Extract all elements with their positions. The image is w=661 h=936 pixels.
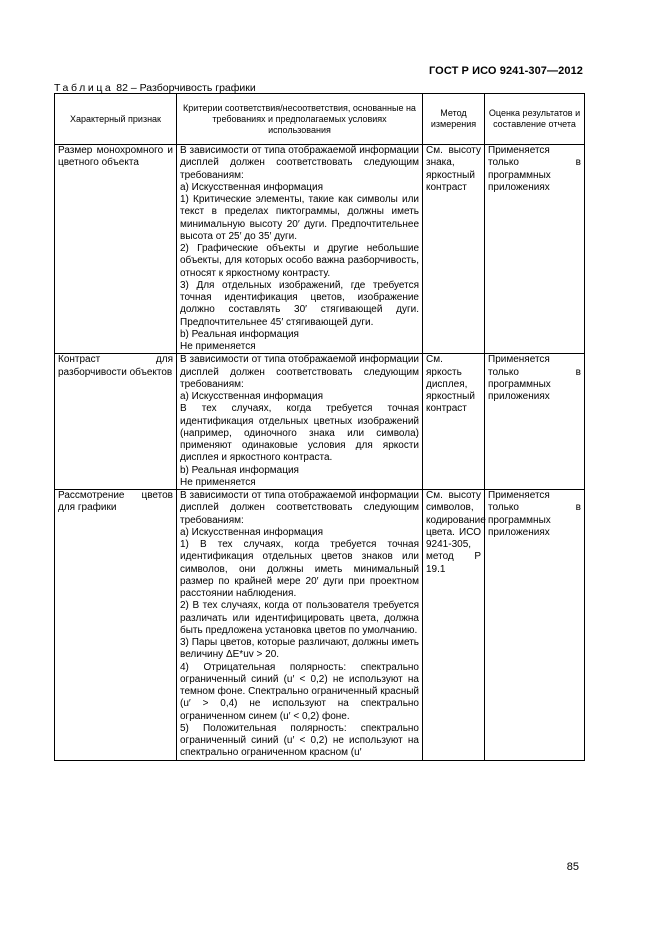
column-header-report: Оценка результатов и составление отчета: [485, 94, 585, 145]
report-cell: Применяется только в программных приложениях: [485, 354, 585, 490]
column-header-feature: Характерный признак: [55, 94, 177, 145]
criteria-paragraph: 1) Критические элементы, такие как символы или текст в пределах пиктограммы, должны иметь минимальную высоту 20′ дуги. Предпочтительнее высота от 25′ до 35′ дуги.: [180, 194, 419, 242]
criteria-paragraph: 2) Графические объекты и другие небольшие объекты, для которых особо важна разборчивость, относят к яркостному контрасту.: [180, 243, 419, 279]
column-header-method: Метод измерения: [423, 94, 485, 145]
criteria-paragraph: В зависимости от типа отображаемой информации дисплей должен соответствовать следующим требованиям:: [180, 145, 419, 181]
method-cell: См. яркость дисплея, яркостный контраст: [423, 354, 485, 490]
table-caption-text: 82 – Разборчивость графики: [113, 82, 256, 94]
method-cell: См. выcоту символов, кодирование цвета. ИСО 9241-305, метод Р 19.1: [423, 490, 485, 761]
column-header-criteria: Критерии соответствия/несоответствия, основанные на требованиях и предполагаемых условиях использования: [177, 94, 423, 145]
feature-cell: Рассмотрение цветов для графики: [55, 490, 177, 761]
criteria-paragraph: а) Искусственная информация: [180, 391, 323, 402]
criteria-paragraph: b) Реальная информация: [180, 328, 299, 340]
criteria-paragraph: а) Искусственная информация: [180, 526, 323, 538]
table-header-row: [55, 94, 585, 145]
standard-header: ГОСТ Р ИСО 9241-307—2012: [428, 65, 583, 77]
criteria-paragraph: 4) Отрицательная полярность: спектрально ограниченный синий (u′ < 0,2) не используют на темном фоне. Спектрально ограниченный красный (u′ > 0,4) не используют на спектрально ограниченном синем (u′ < 0,2) фоне.: [180, 661, 419, 722]
criteria-cell: [177, 354, 423, 490]
page-number: 85: [566, 861, 579, 873]
criteria-paragraph: 3) Для отдельных изображений, где требуется точная идентификация цветов, изображение должно составлять 30′ стягивающей дуги. Предпочтительнее 45′ стягивающей дуги.: [180, 279, 419, 328]
criteria-paragraph: 1) В тех случаях, когда требуется точная идентификация отдельных цветов знаков или символов, они должны иметь минимальный размер по крайней мере 20′ дуги при проектном расстоянии наблюдения.: [180, 539, 419, 599]
criteria-paragraph: 2) В тех случаях, когда от пользователя требуется различать или идентифицировать цвета, должна быть предложена установка цветов по умолчанию.: [180, 600, 419, 636]
report-cell: Применяется только в программных приложениях: [485, 145, 585, 354]
criteria-paragraph: 3) Пары цветов, которые различают, должны иметь величину ΔE*uv > 20.: [180, 637, 419, 661]
criteria-cell: [177, 145, 423, 354]
report-cell: Применяется только в программных приложениях: [485, 490, 585, 761]
criteria-paragraph: 5) Положительная полярность: спектрально ограниченный синий (u′ < 0,2) не используют на спектрально ограниченном красном (u′: [180, 722, 419, 759]
criteria-cell: [177, 490, 423, 761]
legibility-table: [54, 93, 585, 761]
criteria-paragraph: Не применяется: [180, 476, 256, 488]
table-row: [55, 490, 585, 761]
method-cell: См. выcоту знака, яркостный контраст: [423, 145, 485, 354]
criteria-paragraph: В зависимости от типа отображаемой информации дисплей должен соответствовать следующим требованиям:: [180, 354, 419, 390]
table-row: [55, 354, 585, 490]
feature-cell: Размер монохромного и цветного объекта: [55, 145, 177, 354]
criteria-paragraph: Не применяется: [180, 341, 256, 352]
criteria-paragraph: а) Искусственная информация: [180, 181, 323, 193]
table-caption-prefix: Таблица: [54, 82, 114, 94]
table-row: [55, 145, 585, 354]
feature-cell: Контраст для разборчивости объектов: [55, 354, 177, 490]
criteria-paragraph: b) Реальная информация: [180, 464, 299, 476]
criteria-paragraph: В тех случаях, когда требуется точная идентификация отдельных цветных изображений (например, одиночного знака или символа) применяют одинаковые условия для яркости дисплея и яркостного контраста.: [180, 403, 419, 464]
criteria-paragraph: В зависимости от типа отображаемой информации дисплей должен соответствовать следующим требованиям:: [180, 490, 419, 526]
